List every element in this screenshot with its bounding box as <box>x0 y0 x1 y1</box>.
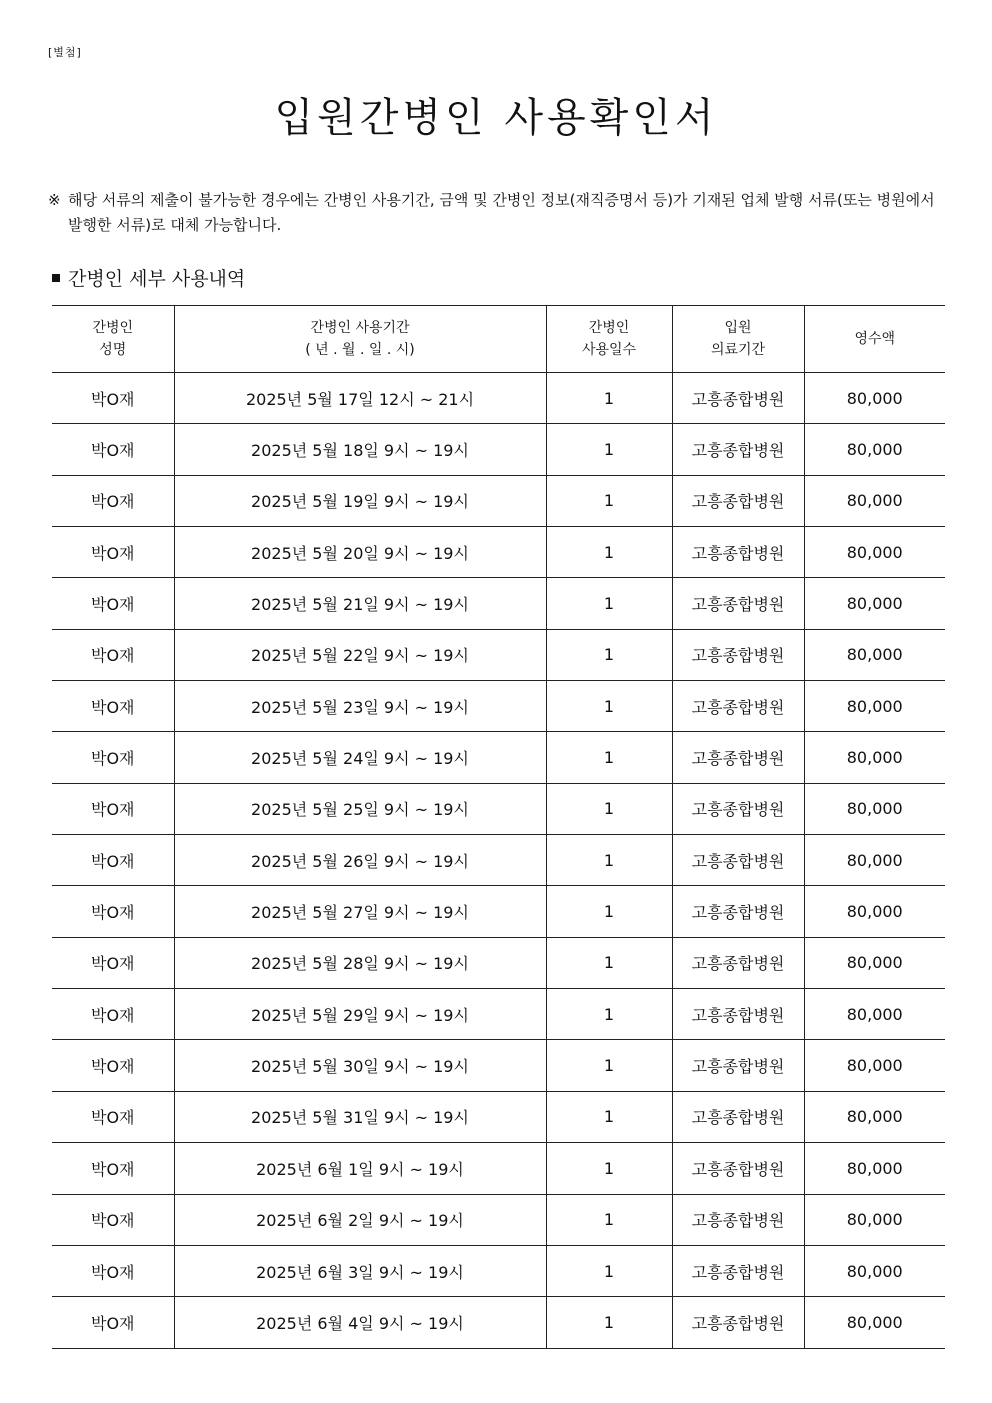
header-line: 사용일수 <box>581 342 637 358</box>
cell-institution: 고흥종합병원 <box>672 527 804 578</box>
square-bullet-icon <box>52 274 60 282</box>
table-row <box>52 681 945 732</box>
table-body <box>52 373 945 1349</box>
cell-caregiver-name: 박O재 <box>52 1245 174 1296</box>
document-title: 입원간병인 사용확인서 <box>274 95 718 141</box>
cell-usage-period: 2025년 5월 17일 12시 ~ 21시 <box>174 373 546 424</box>
table-row <box>52 1040 945 1091</box>
cell-usage-period: 2025년 5월 18일 9시 ~ 19시 <box>174 424 546 475</box>
cell-caregiver-name: 박O재 <box>52 527 174 578</box>
cell-usage-days: 1 <box>546 629 672 680</box>
cell-amount: 80,000 <box>804 373 945 424</box>
table-row <box>52 1143 945 1194</box>
cell-institution: 고흥종합병원 <box>672 681 804 732</box>
cell-usage-period: 2025년 5월 25일 9시 ~ 19시 <box>174 783 546 834</box>
cell-caregiver-name: 박O재 <box>52 1297 174 1348</box>
cell-caregiver-name: 박O재 <box>52 1143 174 1194</box>
cell-caregiver-name: 박O재 <box>52 783 174 834</box>
cell-caregiver-name: 박O재 <box>52 886 174 937</box>
table-row <box>52 1194 945 1245</box>
header-usage-period <box>174 306 546 373</box>
header-usage-days <box>546 306 672 373</box>
table-row <box>52 527 945 578</box>
cell-usage-period: 2025년 5월 30일 9시 ~ 19시 <box>174 1040 546 1091</box>
cell-usage-days: 1 <box>546 937 672 988</box>
cell-institution: 고흥종합병원 <box>672 1091 804 1142</box>
cell-usage-period: 2025년 5월 27일 9시 ~ 19시 <box>174 886 546 937</box>
cell-usage-days: 1 <box>546 1194 672 1245</box>
table-row <box>52 1245 945 1296</box>
table-row <box>52 937 945 988</box>
table-row <box>52 1091 945 1142</box>
table-row <box>52 424 945 475</box>
cell-institution: 고흥종합병원 <box>672 937 804 988</box>
header-line: 간병인 <box>92 320 134 336</box>
cell-caregiver-name: 박O재 <box>52 732 174 783</box>
cell-amount: 80,000 <box>804 886 945 937</box>
table-row <box>52 373 945 424</box>
cell-institution: 고흥종합병원 <box>672 1245 804 1296</box>
cell-usage-days: 1 <box>546 835 672 886</box>
cell-institution: 고흥종합병원 <box>672 886 804 937</box>
cell-institution: 고흥종합병원 <box>672 783 804 834</box>
cell-usage-period: 2025년 6월 1일 9시 ~ 19시 <box>174 1143 546 1194</box>
cell-institution: 고흥종합병원 <box>672 1040 804 1091</box>
section-title: 간병인 세부 사용내역 <box>68 268 246 290</box>
cell-caregiver-name: 박O재 <box>52 629 174 680</box>
table-row <box>52 629 945 680</box>
cell-usage-days: 1 <box>546 783 672 834</box>
cell-usage-period: 2025년 5월 29일 9시 ~ 19시 <box>174 989 546 1040</box>
cell-usage-period: 2025년 5월 31일 9시 ~ 19시 <box>174 1091 546 1142</box>
cell-amount: 80,000 <box>804 835 945 886</box>
cell-usage-period: 2025년 5월 26일 9시 ~ 19시 <box>174 835 546 886</box>
header-amount <box>804 306 945 373</box>
cell-institution: 고흥종합병원 <box>672 1143 804 1194</box>
cell-caregiver-name: 박O재 <box>52 681 174 732</box>
cell-caregiver-name: 박O재 <box>52 1040 174 1091</box>
cell-caregiver-name: 박O재 <box>52 937 174 988</box>
notice-text: 해당 서류의 제출이 불가능한 경우에는 간병인 사용기간, 금액 및 간병인 정보(재직증명서 등)가 기재된 업체 발행 서류(또는 병원에서 발행한 서류)로 대체 가능합니다. <box>68 191 935 234</box>
cell-usage-period: 2025년 5월 24일 9시 ~ 19시 <box>174 732 546 783</box>
cell-usage-period: 2025년 5월 20일 9시 ~ 19시 <box>174 527 546 578</box>
header-line: 간병인 <box>588 320 630 336</box>
cell-usage-days: 1 <box>546 373 672 424</box>
cell-usage-period: 2025년 6월 2일 9시 ~ 19시 <box>174 1194 546 1245</box>
cell-institution: 고흥종합병원 <box>672 835 804 886</box>
table-row <box>52 578 945 629</box>
cell-amount: 80,000 <box>804 1040 945 1091</box>
table-row <box>52 835 945 886</box>
cell-amount: 80,000 <box>804 732 945 783</box>
header-line: 간병인 사용기간 <box>310 320 410 336</box>
cell-amount: 80,000 <box>804 1194 945 1245</box>
cell-caregiver-name: 박O재 <box>52 373 174 424</box>
cell-amount: 80,000 <box>804 424 945 475</box>
cell-usage-period: 2025년 6월 3일 9시 ~ 19시 <box>174 1245 546 1296</box>
header-institution <box>672 306 804 373</box>
cell-usage-days: 1 <box>546 1245 672 1296</box>
cell-amount: 80,000 <box>804 1245 945 1296</box>
cell-amount: 80,000 <box>804 475 945 526</box>
cell-amount: 80,000 <box>804 989 945 1040</box>
table-header-row <box>52 306 945 373</box>
header-line: 입원 <box>724 320 752 336</box>
cell-institution: 고흥종합병원 <box>672 578 804 629</box>
cell-caregiver-name: 박O재 <box>52 1091 174 1142</box>
cell-usage-days: 1 <box>546 578 672 629</box>
notice <box>48 188 948 238</box>
cell-usage-period: 2025년 5월 23일 9시 ~ 19시 <box>174 681 546 732</box>
cell-caregiver-name: 박O재 <box>52 989 174 1040</box>
cell-amount: 80,000 <box>804 783 945 834</box>
header-line: 성명 <box>99 342 127 358</box>
cell-usage-days: 1 <box>546 1040 672 1091</box>
header-line: 영수액 <box>854 331 896 347</box>
table-row <box>52 732 945 783</box>
cell-amount: 80,000 <box>804 527 945 578</box>
cell-institution: 고흥종합병원 <box>672 989 804 1040</box>
cell-amount: 80,000 <box>804 1091 945 1142</box>
cell-institution: 고흥종합병원 <box>672 424 804 475</box>
cell-usage-days: 1 <box>546 1297 672 1348</box>
cell-institution: 고흥종합병원 <box>672 1297 804 1348</box>
cell-institution: 고흥종합병원 <box>672 629 804 680</box>
cell-usage-days: 1 <box>546 1143 672 1194</box>
cell-usage-period: 2025년 5월 19일 9시 ~ 19시 <box>174 475 546 526</box>
cell-institution: 고흥종합병원 <box>672 1194 804 1245</box>
header-line: 의료기간 <box>710 342 766 358</box>
attachment-label: [별첨] <box>48 46 82 59</box>
section-heading <box>52 264 245 291</box>
cell-usage-days: 1 <box>546 527 672 578</box>
cell-institution: 고흥종합병원 <box>672 475 804 526</box>
caregiver-usage-table <box>52 305 945 1349</box>
header-line: ( 년 . 월 . 일 . 시) <box>305 342 415 358</box>
cell-usage-days: 1 <box>546 732 672 783</box>
cell-caregiver-name: 박O재 <box>52 424 174 475</box>
cell-amount: 80,000 <box>804 937 945 988</box>
cell-usage-days: 1 <box>546 475 672 526</box>
reference-mark: ※ <box>48 191 61 209</box>
cell-amount: 80,000 <box>804 681 945 732</box>
cell-usage-period: 2025년 5월 22일 9시 ~ 19시 <box>174 629 546 680</box>
cell-usage-days: 1 <box>546 886 672 937</box>
cell-institution: 고흥종합병원 <box>672 732 804 783</box>
cell-usage-days: 1 <box>546 681 672 732</box>
cell-usage-days: 1 <box>546 989 672 1040</box>
table-row <box>52 886 945 937</box>
cell-usage-days: 1 <box>546 424 672 475</box>
cell-usage-period: 2025년 5월 28일 9시 ~ 19시 <box>174 937 546 988</box>
cell-institution: 고흥종합병원 <box>672 373 804 424</box>
cell-caregiver-name: 박O재 <box>52 835 174 886</box>
header-caregiver-name <box>52 306 174 373</box>
table-row <box>52 783 945 834</box>
cell-amount: 80,000 <box>804 629 945 680</box>
cell-usage-days: 1 <box>546 1091 672 1142</box>
table-row <box>52 989 945 1040</box>
cell-amount: 80,000 <box>804 578 945 629</box>
cell-usage-period: 2025년 6월 4일 9시 ~ 19시 <box>174 1297 546 1348</box>
cell-amount: 80,000 <box>804 1297 945 1348</box>
cell-amount: 80,000 <box>804 1143 945 1194</box>
table-row <box>52 475 945 526</box>
cell-usage-period: 2025년 5월 21일 9시 ~ 19시 <box>174 578 546 629</box>
cell-caregiver-name: 박O재 <box>52 475 174 526</box>
cell-caregiver-name: 박O재 <box>52 578 174 629</box>
cell-caregiver-name: 박O재 <box>52 1194 174 1245</box>
table-row <box>52 1297 945 1348</box>
